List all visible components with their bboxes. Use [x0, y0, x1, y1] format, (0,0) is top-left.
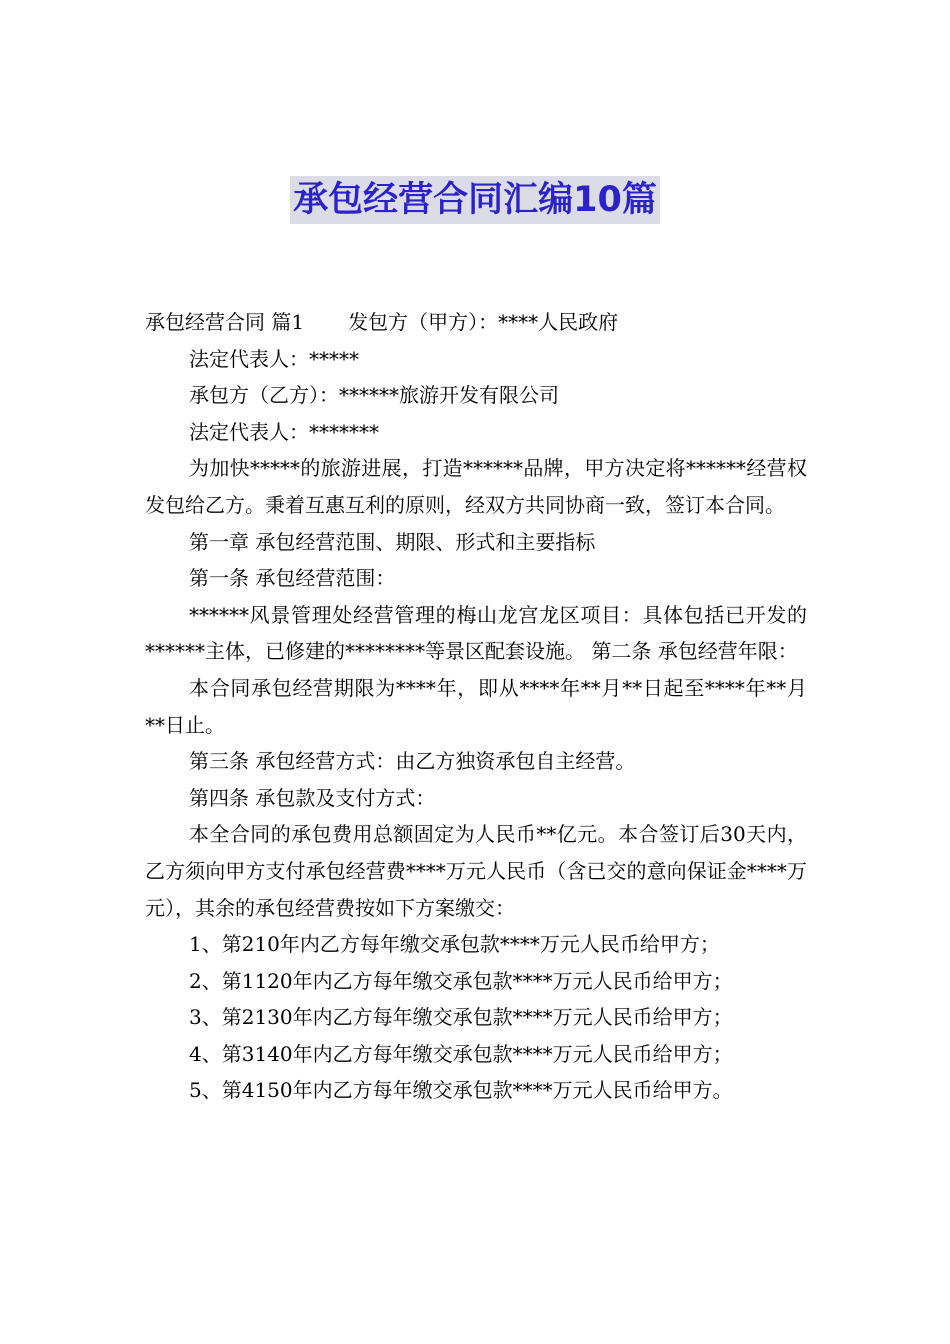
term-paragraph: 本合同承包经营期限为****年，即从****年**月**日起至****年**月**日止。	[145, 675, 807, 737]
article-4-body: 本全合同的承包费用总额固定为人民币**亿元。本合签订后30天内，乙方须向甲方支付承包经营费****万元人民币（含已交的意向保证金****万元），其余的承包经营费按如下方案缴交：	[145, 822, 807, 920]
article-1-body: ******风景管理处经营管理的梅山龙宫龙区项目：具体包括已开发的******主体，已修建的********等景区配套设施。 第二条 承包经营年限：	[145, 602, 807, 664]
first-line	[145, 304, 807, 341]
payment-item-3: 3、第2130年内乙方每年缴交承包款****万元人民币给甲方；	[189, 1005, 733, 1030]
chapter-heading: 第一章 承包经营范围、期限、形式和主要指标	[189, 529, 596, 554]
payment-item-1: 1、第210年内乙方每年缴交承包款****万元人民币给甲方；	[189, 932, 720, 957]
article-3: 第三条 承包经营方式：由乙方独资承包自主经营。	[189, 749, 636, 774]
paragraph-party-b: 承包方（乙方）：******旅游开发有限公司	[189, 383, 559, 408]
paragraph-legal-rep-b: 法定代表人：*******	[189, 419, 379, 444]
title-container	[0, 176, 950, 224]
payment-item-4: 4、第3140年内乙方每年缴交承包款****万元人民币给甲方；	[189, 1041, 733, 1066]
article-4-heading: 第四条 承包款及支付方式：	[189, 785, 436, 810]
payment-item-2: 2、第1120年内乙方每年缴交承包款****万元人民币给甲方；	[189, 968, 733, 993]
article-1-heading: 第一条 承包经营范围：	[189, 566, 396, 591]
paragraph-legal-rep-a: 法定代表人：*****	[189, 346, 359, 371]
party-a-line: 发包方（甲方）：****人民政府	[348, 310, 619, 334]
document-body	[145, 304, 807, 1109]
paragraph-preamble: 为加快*****的旅游进展，打造******品牌，甲方决定将******经营权发包给乙方。秉着互惠互利的原则，经双方共同协商一致，签订本合同。	[145, 456, 807, 517]
section-label: 承包经营合同 篇1	[145, 310, 305, 334]
payment-item-5: 5、第4150年内乙方每年缴交承包款****万元人民币给甲方。	[189, 1078, 733, 1103]
document-title: 承包经营合同汇编10篇	[290, 176, 660, 224]
